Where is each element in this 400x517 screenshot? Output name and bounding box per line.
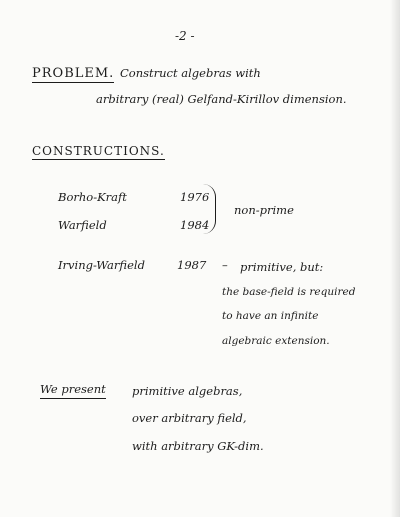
irving-note-line: primitive, but:: [240, 260, 324, 274]
problem-line-2: arbitrary (real) Gelfand-Kirillov dimension.: [96, 92, 347, 106]
right-brace: [203, 184, 216, 234]
problem-heading: PROBLEM.: [32, 66, 115, 81]
non-prime-note: non-prime: [234, 203, 294, 217]
we-present-line: with arbitrary GK-dim.: [132, 439, 264, 453]
we-present-line: primitive algebras,: [132, 384, 243, 398]
we-present-line: over arbitrary field,: [132, 411, 247, 425]
irving-note-line: the base-field is required: [222, 286, 356, 298]
construction-name: Irving-Warfield: [58, 258, 145, 272]
construction-year: 1976: [180, 190, 210, 204]
dash: –: [222, 258, 228, 272]
problem-line-1: Construct algebras with: [120, 66, 261, 80]
irving-note-line: algebraic extension.: [222, 335, 330, 347]
page-number: -2 -: [175, 29, 195, 43]
construction-name: Borho-Kraft: [58, 190, 127, 204]
construction-year: 1984: [180, 218, 210, 232]
construction-year: 1987: [177, 258, 207, 272]
irving-note-line: to have an infinite: [222, 310, 319, 322]
we-present-label: We present: [40, 384, 106, 399]
construction-name: Warfield: [58, 218, 107, 232]
constructions-heading: CONSTRUCTIONS.: [32, 144, 165, 158]
